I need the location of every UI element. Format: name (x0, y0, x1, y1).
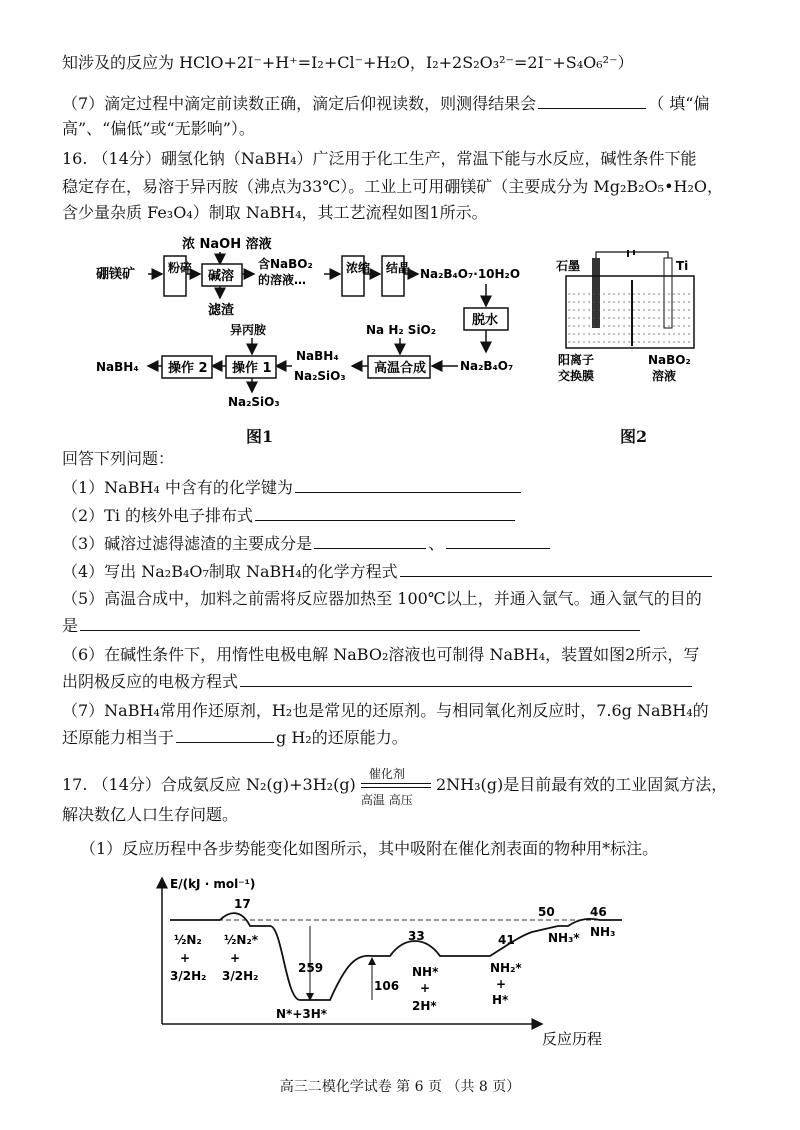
answer-prompt: 回答下列问题： (62, 449, 175, 468)
x-axis-label: 反应历程 (542, 1030, 603, 1047)
condition-temp-pressure: 高温 高压 (360, 792, 413, 807)
q16-6-blank[interactable] (240, 670, 692, 687)
membrane-label-1: 阳离子 (558, 353, 595, 367)
label-17: 17 (234, 897, 251, 911)
q16-4 (62, 560, 714, 583)
state7: NH₃ (590, 925, 616, 939)
q17-line1 (62, 766, 728, 807)
flow-reagents: Na H₂ SiO₂ (366, 323, 437, 337)
q16-2-text: （2）Ti 的核外电子排布式 (62, 506, 254, 525)
q17-1: （1）反应历程中各步势能变化如图所示，其中吸附在催化剂表面的物种用*标注。 (80, 839, 659, 858)
q16-3 (62, 532, 552, 555)
state5-b: + (496, 977, 507, 991)
state1-c: 3/2H₂ (170, 969, 207, 983)
solution-label-2: 溶液 (652, 369, 677, 383)
state2-c: 3/2H₂ (222, 969, 259, 983)
flow-na2b4o7: Na₂B₄O₇ (460, 359, 514, 373)
electrolysis-cell (556, 250, 716, 390)
state2-b: + (230, 951, 241, 965)
q15-7-line (62, 92, 709, 115)
flow-mix1: NaBH₄ (296, 349, 339, 363)
flow-filtrate2: 的溶液… (258, 273, 307, 287)
y-axis-label: E/(kJ · mol⁻¹) (170, 877, 256, 891)
flow-dehydrate: 脱水 (472, 313, 499, 328)
flow-op2: 操作 2 (168, 361, 208, 376)
state3: N*+3H* (276, 1007, 328, 1021)
reaction-condition (360, 766, 431, 807)
label-41: 41 (498, 933, 515, 947)
q16-7b (62, 726, 408, 749)
flow-filtrate: 含NaBO₂ (258, 257, 313, 271)
label-33: 33 (408, 929, 425, 943)
flow-op1: 操作 1 (232, 361, 272, 376)
page-footer: 高三二模化学试卷 第 6 页 （共 8 页） (279, 1079, 521, 1095)
flow-cryst: 结晶 (386, 261, 411, 275)
state2-a: ½N₂* (224, 933, 258, 947)
state4-b: + (420, 981, 431, 995)
flow-na2sio3: Na₂SiO₃ (228, 395, 280, 409)
q16-header-1: 16. （14分）硼氢化钠（NaBH₄）广泛用于化工生产，常温下能与水反应，碱性条件下能 (62, 149, 697, 168)
fig1-caption: 图1 (246, 427, 274, 446)
q16-2-blank[interactable] (255, 504, 515, 521)
q16-3-blank-a[interactable] (314, 532, 426, 549)
q16-5-blank[interactable] (80, 614, 640, 631)
q16-1 (62, 476, 523, 499)
label-50: 50 (538, 905, 555, 919)
fig2-caption: 图2 (620, 427, 648, 446)
q16-5a: （5）高温合成中，加料之前需将反应器加热至 100℃以上，并通入氩气。通入氩气的目的 (62, 589, 702, 608)
q15-7-text: （7）滴定过程中滴定前读数正确，滴定后仰视读数，则测得结果会 (62, 94, 537, 113)
q17-line2: 解决数亿人口生存问题。 (62, 805, 239, 824)
q15-7-options: （ 填“偏 (648, 94, 710, 113)
q16-6-text: 出阴极反应的电极方程式 (62, 672, 239, 691)
graphite-electrode (592, 258, 600, 328)
q16-4-blank[interactable] (400, 560, 712, 577)
condition-catalyst: 催化剂 (368, 766, 405, 781)
q16-1-text: （1）NaBH₄ 中含有的化学键为 (62, 478, 293, 497)
flow-product1: Na₂B₄O₇·10H₂O (420, 267, 521, 281)
process-flowchart (96, 234, 566, 444)
state6: NH₃* (548, 931, 580, 945)
label-259: 259 (298, 961, 324, 975)
graphite-label: 石墨 (556, 259, 581, 273)
q16-1-blank[interactable] (295, 476, 521, 493)
flow-mix2: Na₂SiO₃ (294, 369, 346, 383)
ti-electrode (664, 258, 672, 328)
q16-3-blank-b[interactable] (446, 532, 550, 549)
flow-naoh: 浓 NaOH 溶液 (182, 237, 272, 252)
flow-dissolve: 碱溶 (208, 269, 235, 284)
state1-b: + (180, 951, 191, 965)
state4-c: 2H* (412, 999, 437, 1013)
flow-synth: 高温合成 (374, 361, 427, 376)
state1-a: ½N₂ (174, 933, 202, 947)
ti-label: Ti (676, 259, 689, 273)
reaction-note: 知涉及的反应为 HClO+2I⁻+H⁺=I₂+Cl⁻+H₂O，I₂+2S₂O₃²⁻=2I⁻+S₄O₆²⁻） (62, 53, 634, 72)
label-106: 106 (374, 979, 400, 993)
q16-3-sep: 、 (428, 534, 445, 553)
q16-5-text: 是 (62, 616, 79, 635)
q16-4-text: （4）写出 Na₂B₄O₇制取 NaBH₄的化学方程式 (62, 562, 398, 581)
q17-eq-right: 2NH₃(g)是目前最有效的工业固氮方法， (436, 775, 728, 794)
q16-5b (62, 614, 642, 637)
flow-ipa: 异丙胺 (230, 323, 267, 337)
q16-6b (62, 670, 694, 693)
q17-eq-left: 17. （14分）合成氨反应 N₂(g)+3H₂(g) (62, 775, 356, 794)
flow-conc: 浓缩 (346, 261, 371, 275)
q16-3-text: （3）碱溶过滤得滤渣的主要成分是 (62, 534, 313, 553)
q16-7a: （7）NaBH₄常用作还原剂，H₂也是常见的还原剂。与相同氧化剂反应时，7.6g NaBH₄的 (62, 701, 709, 720)
state5-a: NH₂* (490, 961, 522, 975)
flow-crush: 粉碎 (168, 261, 193, 275)
q16-header-2: 稳定存在，易溶于异丙胺（沸点为33℃）。工业上可用硼镁矿（主要成分为 Mg₂B₂O₅•H₂O， (62, 177, 724, 196)
q15-7-options-cont: 高”、“偏低”或“无影响”）。 (62, 119, 255, 138)
state5-c: H* (492, 993, 509, 1007)
q15-7-blank[interactable] (538, 92, 646, 109)
q16-header-3: 含少量杂质 Fe₃O₄）制取 NaBH₄，其工艺流程如图1所示。 (62, 203, 488, 222)
label-46: 46 (590, 905, 607, 919)
flow-ore: 硼镁矿 (96, 267, 136, 282)
state4-a: NH* (412, 965, 439, 979)
q16-7-text: 还原能力相当于 (62, 728, 175, 747)
membrane-label-2: 交换膜 (558, 369, 595, 383)
flow-final: NaBH₄ (96, 360, 139, 374)
energy-profile-diagram (150, 872, 640, 1047)
flow-residue: 滤渣 (208, 303, 235, 318)
q16-7-blank[interactable] (176, 726, 274, 743)
solution-label-1: NaBO₂ (648, 353, 691, 367)
q16-7-unit: g H₂的还原能力。 (276, 728, 408, 747)
q16-6a: （6）在碱性条件下，用惰性电极电解 NaBO₂溶液也可制得 NaBH₄，装置如图2所示，写 (62, 645, 700, 664)
q16-2 (62, 504, 517, 527)
